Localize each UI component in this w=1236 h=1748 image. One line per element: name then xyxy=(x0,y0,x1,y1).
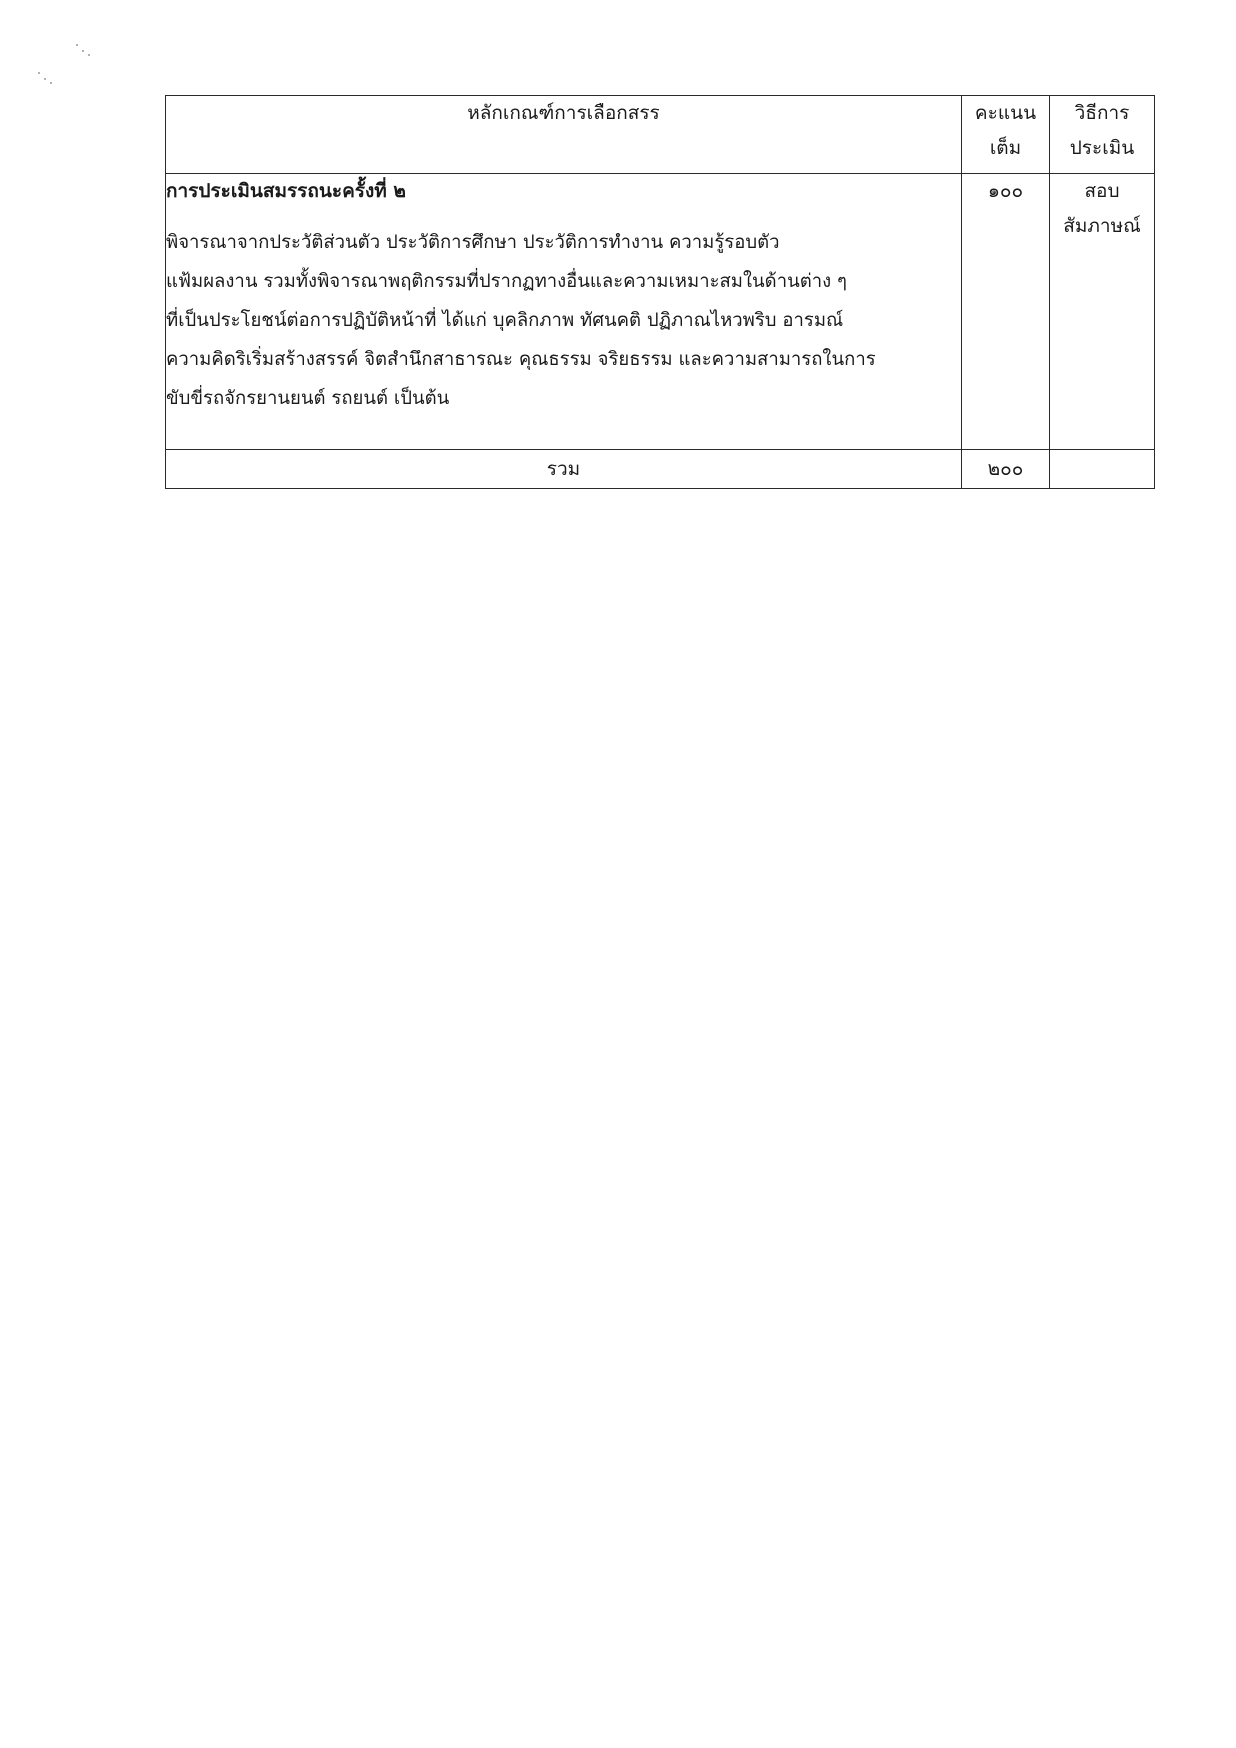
description-line: ขับขี่รถจักรยานยนต์ รถยนต์ เป็นต้น xyxy=(166,388,450,409)
description-line: พิจารณาจากประวัติส่วนตัว ประวัติการศึกษา ประวัติการทำงาน ความรู้รอบตัว xyxy=(166,232,780,253)
criteria-description xyxy=(166,223,961,418)
method-cell xyxy=(1050,174,1155,450)
criteria-cell xyxy=(166,174,962,450)
header-method xyxy=(1050,96,1155,174)
header-method-line2: ประเมิน xyxy=(1069,137,1135,159)
criteria-table xyxy=(165,95,1155,489)
header-full-score-line2: เต็ม xyxy=(989,137,1022,159)
total-row xyxy=(166,450,1155,489)
description-line: แฟ้มผลงาน รวมทั้งพิจารณาพฤติกรรมที่ปรากฏทางอื่นและความเหมาะสมในด้านต่าง ๆ xyxy=(166,271,847,292)
scan-specks xyxy=(34,42,104,92)
description-line: ที่เป็นประโยชน์ต่อการปฏิบัติหน้าที่ ได้แก่ บุคลิกภาพ ทัศนคติ ปฏิภาณไหวพริบ อารมณ์ xyxy=(166,310,844,331)
table-row xyxy=(166,174,1155,450)
header-full-score-line1: คะแนน xyxy=(974,102,1037,124)
method-line1: สอบ xyxy=(1084,180,1120,202)
section-title: การประเมินสมรรถนะครั้งที่ ๒ xyxy=(166,180,406,202)
header-criteria: หลักเกณฑ์การเลือกสรร xyxy=(166,96,962,174)
table-header-row xyxy=(166,96,1155,174)
method-line2: สัมภาษณ์ xyxy=(1063,215,1141,237)
header-full-score xyxy=(962,96,1050,174)
header-method-line1: วิธีการ xyxy=(1074,102,1130,124)
score-cell: ๑๐๐ xyxy=(962,174,1050,450)
total-method xyxy=(1050,450,1155,489)
total-label: รวม xyxy=(166,450,962,489)
description-line: ความคิดริเริ่มสร้างสรรค์ จิตสำนึกสาธารณะ คุณธรรม จริยธรรม และความสามารถในการ xyxy=(166,349,876,370)
total-score: ๒๐๐ xyxy=(962,450,1050,489)
